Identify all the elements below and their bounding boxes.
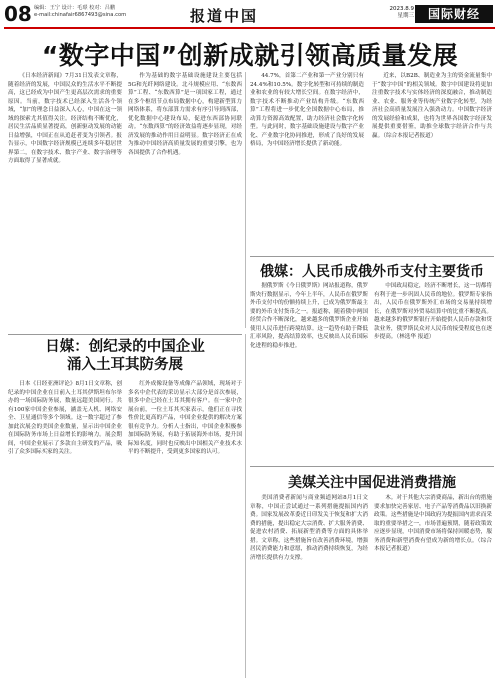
main-article-column: 近来，以B2B、制造业为主的资金流量集中于“数字中国”的相关领域。数字中国建设将更加注重数字技术与实体经济的深度融合，推动制造业、农业、服务业等传统产业数字化转型，为经济社会高质量发展注入强劲动力。中国数字经济的发展经验和成果，也将为世界各国数字经济发展提供重要借鉴，助推全球数字经济合作与共赢。（综合本报记者报道） xyxy=(372,73,492,139)
page-number: 08 xyxy=(4,2,32,26)
russia-headline: 俄媒：人民币成俄外币支付主要货币 xyxy=(260,264,484,280)
editor-credits: 编辑：王宁 设计：毛璟 校对：吕鹏 xyxy=(34,5,116,11)
japan-headline-line2: 涌入土耳其防务展 xyxy=(67,357,183,373)
section-divider xyxy=(250,466,494,467)
column-divider xyxy=(245,334,246,678)
weekday-text: 星期三 xyxy=(397,13,414,19)
section-divider xyxy=(250,256,494,257)
issue-date xyxy=(366,6,414,20)
us-article-column: 美国消费者新闻与商业频道网站8月1日文章称，中国正尝试通过一系列措施提振国内消费。国家发展改革委近日印发关于恢复和扩大消费的措施，提出稳定大宗消费、扩大服务消费、促进农村消费、拓展新型消费等方面的具体举措。文章称，这些措施旨在改善消费环境，增强居民消费能力和意愿，推动消费持续恢复，为经济增长提供有力支撑。 xyxy=(250,495,368,561)
main-headline: “数字中国”创新成就引领高质量发展 xyxy=(41,41,459,70)
japan-article-column: 红外成像设备等成像产品领域，现场对于多名中企代表的采访显示大部分是首次参展，很多中企已经在土耳其拥有客户。在一家中企展台前，一位土耳其买家表示，他们正在寻找性价比更高的产品，中国企业提供的解决方案很有竞争力。分析人士指出，中国企业积极参加国际防务展，有助于拓展海外市场，提升国际知名度，同时也反映出中国相关产业技术水平的不断提升，受到更多国家的认可。 xyxy=(128,381,242,455)
section-title: 报道中国 xyxy=(190,7,259,25)
main-article-column: 44.7%，首第二产业和第一产业分别只有24.4%和10.5%。数字化转型和可持续的制造业和农业的有较大增长空间。在数字经济中，数字技术不断推动产业结构升级。“东数西算”工程将进一步优化全国数据中心布局，推动算力资源高效配置，助力经济社会数字化转型。与此同时，数字基础设施建设与数字产业化、产业数字化协同推进，形成了良好的发展格局，为中国经济增长提供了新动能。 xyxy=(250,73,364,147)
editor-email: e-mail:chinafair6867493@sina.com xyxy=(34,11,127,18)
russia-article-column: 据俄罗斯《今日俄罗斯》网站报道称，俄罗斯央行数据显示，今年上半年，人民币在俄罗斯外币支付中的份额持续上升，已成为俄罗斯最主要的外币支付货币之一。报道称，随着俄中两国经贸合作不断深化，越来越多的俄罗斯企业开始使用人民币进行跨境结算。这一趋势有助于降低汇率风险，提高结算效率，也反映出人民币国际化进程的稳步推进。 xyxy=(250,283,368,349)
us-article-column: 木。对于其他大宗消费商品，新出台的措施要求加快完善家居、电子产品等消费品以旧换新政策。这些措施是中国政府为提振国内需求而采取的重要举措之一，市场普遍预期，随着政策效应逐步显现，中国消费市场将保持回暖态势，服务消费和新型消费有望成为新的增长点。（综合本报记者报道） xyxy=(374,495,492,552)
newspaper-logo: 国际财经 xyxy=(415,5,493,23)
header-rule xyxy=(4,27,495,29)
section-divider xyxy=(8,334,242,335)
date-text: 2023.8.9 xyxy=(389,6,414,12)
us-headline: 美媒关注中国促进消费措施 xyxy=(288,475,456,491)
japan-headline-line1: 日媒：创纪录的中国企业 xyxy=(45,339,205,355)
russia-article-column: 中国政局稳定，经济不断增长，这一切都将有利于进一步巩固人民币的地位。俄罗斯专家指出，人民币在俄罗斯外汇市场的交易量持续增长，在俄罗斯对外贸易结算中的比重不断提高。越来越多的俄罗斯银行开始提供人民币存款和贷款业务，俄罗斯民众对人民币的接受程度也在逐步提高。（林选华 报道） xyxy=(374,283,492,340)
japan-headline xyxy=(8,338,242,374)
column-divider xyxy=(245,72,246,328)
main-article-column: 作为基础的数字基础设施建设主要包括5G和光纤网络建设。北斗规模应用、“东数西算”工程、“东数西算”是一项国家工程，通过在多个枢纽节点布局数据中心，构建新型算力网络体系，将东部算力需求有序引导到西部，优化数据中心建设布局，促进东西部协同联动。“东数西算”的经济效益将逐步显现，对经济发展的推动作用日益明显。数字经济正在成为推动中国经济高质量发展的重要引擎，也为各国提供了合作机遇。 xyxy=(128,73,242,156)
main-article-column: 《日本经济新闻》7月31日发表文章称，随着经济的发展，中国民众的生活水平不断提高，这已经成为中国产生更高层次需求的重要原因。当前，数字技术已经深入生活各个领域，“加”的理念日益深入人心，中国在这一领域的探索尤其值得关注。经济结构不断优化，居民生活品质显著提高，创新驱动发展的动能日益增强，中国正在从追赶者变为引领者。报告显示，中国数字经济规模已连续多年稳居世界第二，在数字技术、数字产业、数字治理等方面取得了显著成就。 xyxy=(8,73,122,164)
page-header xyxy=(0,0,499,31)
editor-info xyxy=(34,5,126,18)
japan-article-column: 日本《日经亚洲评论》8月1日文章称，创纪录的中国企业在日前入土耳其伊斯坦布尔举办的一场国际防务展，数量远超美国同行。共有100家中国企业参展，涵盖无人机、网络安全、卫星通信等多个领域。这一数字超过了参加此次展会的美国企业数量，显示出中国企业在国际防务市场上日益增长的影响力。展会期间，中国企业展示了多款自主研发的产品，吸引了众多国际买家的关注。 xyxy=(8,381,122,455)
